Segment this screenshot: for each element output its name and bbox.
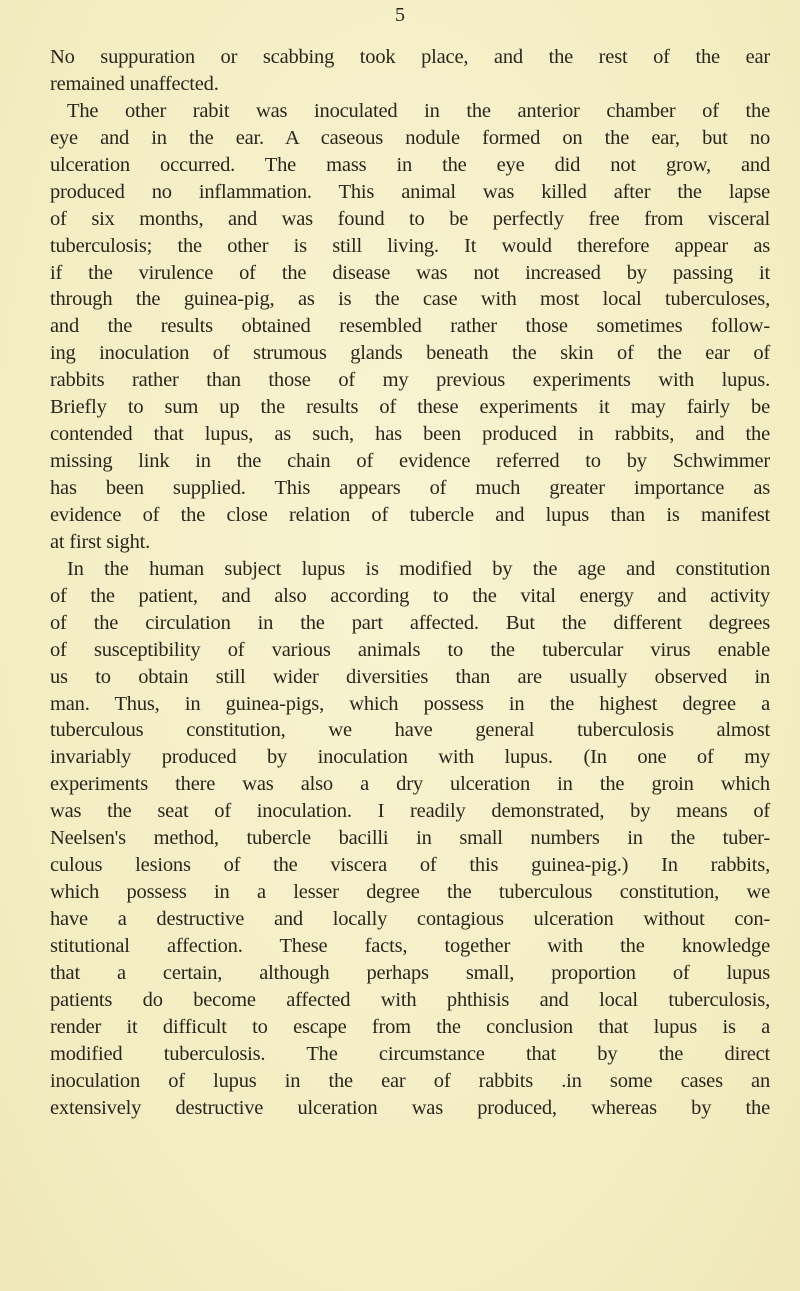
text-line: us to obtain still wider diversities than are usually observed in	[50, 665, 770, 688]
text-line: Briefly to sum up the results of these experiments it may fairly be	[50, 396, 770, 419]
text-line: ulceration occurred. The mass in the eye did not grow, and	[50, 153, 770, 176]
text-line: which possess in a lesser degree the tuberculous constitution, we	[50, 881, 770, 904]
text-line: tuberculous constitution, we have general tuberculosis almost	[50, 719, 770, 742]
text-line: No suppuration or scabbing took place, and the rest of the ear	[50, 46, 770, 68]
text-line: missing link in the chain of evidence referred to by Schwimmer	[50, 450, 770, 473]
text-line: and the results obtained resembled rather those sometimes follow-	[50, 315, 770, 338]
text-line: The other rabit was inoculated in the anterior chamber of the	[67, 99, 770, 122]
text-line: patients do become affected with phthisis and local tuberculosis,	[50, 988, 770, 1011]
text-line: has been supplied. This appears of much greater importance as	[50, 477, 770, 499]
text-line: have a destructive and locally contagious ulceration without con-	[50, 908, 770, 930]
text-line: at first sight.	[50, 530, 151, 553]
text-line: produced no inflammation. This animal was killed after the lapse	[50, 180, 770, 203]
text-line: In the human subject lupus is modified by the age and constitution	[67, 557, 770, 580]
text-line: rabbits rather than those of my previous experiments with lupus.	[50, 369, 770, 392]
text-line: was the seat of inoculation. I readily demonstrated, by means of	[50, 800, 770, 823]
text-line: render it difficult to escape from the conclusion that lupus is a	[50, 1015, 770, 1038]
text-line: tuberculosis; the other is still living. It would therefore appear as	[50, 234, 770, 257]
text-line: of the circulation in the part affected. But the different degrees	[50, 611, 770, 634]
text-line: modified tuberculosis. The circumstance that by the direct	[50, 1042, 770, 1065]
text-line: remained unaffected.	[50, 72, 219, 95]
page-number: 5	[395, 4, 405, 26]
text-line: of susceptibility of various animals to the tubercular virus enable	[50, 638, 770, 661]
text-line: Neelsen's method, tubercle bacilli in small numbers in the tuber-	[50, 827, 770, 850]
text-line: stitutional affection. These facts, together with the knowledge	[50, 934, 770, 957]
text-line: contended that lupus, as such, has been produced in rabbits, and the	[50, 423, 770, 446]
text-line: of six months, and was found to be perfectly free from visceral	[50, 207, 770, 230]
text-line: ing inoculation of strumous glands beneath the skin of the ear of	[50, 342, 770, 365]
text-line: inoculation of lupus in the ear of rabbits .in some cases an	[50, 1069, 770, 1092]
text-line: of the patient, and also according to the vital energy and activity	[50, 584, 770, 607]
text-line: experiments there was also a dry ulceration in the groin which	[50, 773, 770, 796]
text-line: eye and in the ear. A caseous nodule formed on the ear, but no	[50, 126, 770, 149]
text-line: evidence of the close relation of tubercle and lupus than is manifest	[50, 503, 770, 526]
text-line: through the guinea-pig, as is the case with most local tuberculoses,	[50, 288, 770, 311]
text-line: culous lesions of the viscera of this guinea-pig.) In rabbits,	[50, 854, 770, 877]
body-text	[50, 44, 770, 1122]
text-line: that a certain, although perhaps small, proportion of lupus	[50, 961, 770, 984]
text-line: extensively destructive ulceration was produced, whereas by the	[50, 1096, 770, 1119]
text-line: if the virulence of the disease was not increased by passing it	[50, 261, 770, 284]
text-line: invariably produced by inoculation with lupus. (In one of my	[50, 746, 770, 769]
text-line: man. Thus, in guinea-pigs, which possess in the highest degree a	[50, 692, 770, 715]
